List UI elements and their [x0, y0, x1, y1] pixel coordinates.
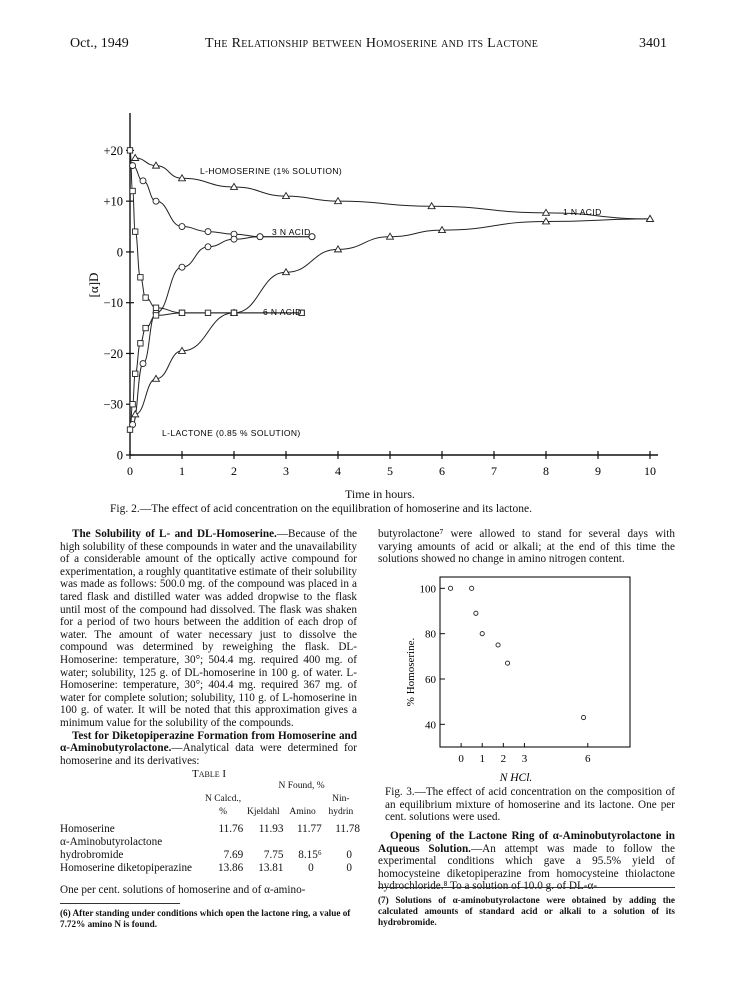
- cell-ninhydrin: 0: [346, 862, 352, 874]
- cell-ninhydrin: 11.78: [335, 823, 360, 835]
- data-point: [470, 586, 474, 590]
- data-point: [474, 611, 478, 615]
- data-point: [505, 661, 509, 665]
- y-tick-label: −20: [103, 346, 123, 361]
- x-tick-label: 2: [500, 753, 507, 765]
- figure-2-axes-frame: [130, 113, 658, 455]
- y-tick-label: 60: [425, 674, 436, 686]
- x-tick-label: 4: [335, 464, 341, 478]
- x-tick-label: 7: [491, 464, 497, 478]
- table-row: [60, 836, 360, 862]
- x-tick-label: 6: [439, 464, 445, 478]
- th-found: N Found, %: [278, 781, 325, 791]
- data-point: [448, 586, 452, 590]
- y-tick-label: 0: [116, 448, 123, 463]
- data-point-circle: [205, 229, 211, 235]
- page-number: 3401: [639, 36, 667, 51]
- series-line: [133, 237, 312, 425]
- cell-kjeldahl: 11.93: [258, 823, 284, 835]
- lactone-text: —An attempt was made to follow the experimental conditions which gave a 95.5% yield of homocysteine diketopiperazine from homocysteine thiolactone hydrochloride.⁸ To a solution of 10.0 g. of DL-α-: [378, 842, 675, 893]
- y-tick-label: 100: [419, 583, 436, 596]
- data-point: [581, 715, 585, 719]
- data-point-square: [153, 313, 158, 318]
- running-header-date: Oct., 1949: [70, 36, 129, 51]
- figure-2-x-axis-label: Time in hours.: [345, 487, 415, 501]
- label-1n-acid: 1 N ACID: [563, 207, 602, 217]
- data-point-square: [133, 229, 138, 234]
- x-tick-label: 1: [479, 753, 485, 765]
- row-name: α-Aminobutyrolactone hydrobromide: [60, 836, 163, 861]
- y-tick-label: +20: [103, 143, 123, 158]
- x-tick-label: 8: [543, 464, 549, 478]
- plot-border: [440, 577, 630, 747]
- data-point-square: [130, 402, 135, 407]
- data-point: [496, 643, 500, 647]
- data-point-circle: [231, 236, 237, 242]
- x-tick-label: 1: [179, 464, 185, 478]
- solubility-text: —Because of the high solubility of these compounds in water and the unavailability of a considerable amount of the optically active compound for experimentation, a roughly quantitative estimate of their solubility was made as follows: 500.0 mg. of the compound was placed in a tared flask and distilled water was added dropwise to the flask until most of the compound had dissolved. The flask was shaken for a period of two hours between the addition of each drop of water. The amount of water necessary just to dissolve the compound was determined by reweighing the flask. DL-Homoserine: temperature, 30°; 504.4 mg. required 400 mg. of water; solubility, 125 g. of DL-homoserine in 100 g. of water. L-Homoserine: temperature, 30°; 404.4 mg. required 367 mg. of water for complete solution; solubility, 110 g. of L-homoserine in 100 g. of water. It will be noted that this approximation gives a minimum value for the solubility of the compounds.: [60, 528, 358, 729]
- row-name: Homoserine diketopiperazine: [60, 862, 193, 874]
- figure-2-chart: [60, 95, 700, 505]
- data-point-square: [138, 275, 143, 280]
- x-tick-label: 6: [585, 753, 591, 765]
- label-lactone: L-LACTONE (0.85 % SOLUTION): [162, 428, 301, 438]
- data-point: [480, 632, 484, 636]
- footnote-6: (6) After standing under conditions which open the lactone ring, a value of 7.72% amino N is found.: [60, 908, 351, 929]
- label-homoserine: L-HOMOSERINE (1% SOLUTION): [200, 166, 343, 176]
- footnote-7: (7) Solutions of α-aminobutyrolactone were obtained by adding the calculated amounts of standard acid or alkali to a solution of its hydrobromide.: [378, 895, 675, 927]
- y-tick-label: +10: [103, 194, 123, 209]
- th-kjeldahl: Kjeldahl: [246, 807, 280, 817]
- footnote-divider: [60, 903, 180, 904]
- data-point-square: [143, 325, 148, 330]
- x-tick-label: 0: [127, 464, 133, 478]
- x-tick-label: 10: [644, 464, 656, 478]
- data-point-square: [153, 305, 158, 310]
- x-tick-label: 5: [387, 464, 393, 478]
- diketopiperazine-heading: Test for Diketopiperazine Formation from Homoserine and α-Aminobutyrolactone.: [60, 729, 357, 755]
- y-tick-label: −30: [103, 397, 123, 412]
- data-point-square: [231, 310, 236, 315]
- figure-2-y-axis-label: [α]D: [86, 272, 101, 298]
- data-point-circle: [205, 244, 211, 250]
- x-tick-label: 3: [521, 753, 528, 765]
- data-point-circle: [140, 361, 146, 367]
- lactone-heading: Opening of the Lactone Ring of α-Aminobutyrolactone in Aqueous Solution.: [378, 830, 675, 855]
- figure-3-x-axis-label: N HCl.: [499, 772, 533, 784]
- table-row: [60, 862, 360, 875]
- x-tick-label: 0: [458, 753, 464, 765]
- cell-amino: 0: [308, 862, 314, 874]
- cell-amino: 8.15⁶: [298, 849, 322, 861]
- data-point-square: [127, 427, 132, 432]
- data-point-triangle: [132, 155, 139, 161]
- data-point-circle: [179, 264, 185, 270]
- table-title: Table I: [192, 768, 227, 780]
- data-point-square: [127, 148, 132, 153]
- series-line: [130, 313, 302, 430]
- data-point-square: [179, 310, 184, 315]
- label-3n-acid: 3 N ACID: [272, 227, 311, 237]
- th-ninhydrin: Nin-hydrin: [328, 794, 354, 817]
- cell-calcd: 13.86: [218, 862, 244, 874]
- y-tick-label: 80: [425, 628, 436, 641]
- data-point-circle: [179, 224, 185, 230]
- x-tick-label: 9: [595, 464, 601, 478]
- data-point-circle: [140, 178, 146, 184]
- diketopiperazine-text: —Analytical data were determined for homoserine and its derivatives:: [60, 742, 357, 767]
- cell-kjeldahl: 13.81: [258, 862, 284, 874]
- figure-2-series: [130, 150, 650, 429]
- figure-3-y-axis-label: % Homoserine.: [405, 637, 417, 707]
- label-6n-acid: 6 N ACID: [263, 307, 302, 317]
- cell-calcd: 11.76: [218, 823, 244, 835]
- data-point-circle: [153, 198, 159, 204]
- series-line: [135, 219, 650, 414]
- data-point-circle: [257, 234, 263, 240]
- solubility-paragraph: [60, 528, 357, 730]
- cell-kjeldahl: 7.75: [263, 849, 284, 861]
- data-point-circle: [130, 163, 136, 169]
- figure-3-points: [448, 586, 585, 719]
- row-name: Homoserine: [60, 823, 115, 835]
- running-header-title: The Relationship between Homoserine and its Lactone: [205, 36, 539, 51]
- left-closing-paragraph: One per cent. solutions of homoserine and of α-amino-: [60, 884, 306, 896]
- x-tick-label: 3: [283, 464, 289, 478]
- figure-3-axes-frame: [440, 577, 630, 747]
- data-point-square: [130, 188, 135, 193]
- solubility-heading: The Solubility of L- and DL-Homoserine.: [72, 528, 277, 540]
- right-opening-paragraph: butyrolactone⁷ were allowed to stand for several days with varying amounts of acid or alkali; at the end of this time the solutions showed no change in amino nitrogen content.: [378, 528, 675, 566]
- figure-2-caption: Fig. 2.—The effect of acid concentration on the equilibration of homoserine and its lactone.: [110, 503, 532, 515]
- cell-ninhydrin: 0: [346, 849, 352, 861]
- figure-3-y-ticks: [420, 583, 446, 731]
- cell-amino: 11.77: [296, 823, 322, 835]
- y-tick-label: −10: [103, 296, 123, 311]
- table-row: [60, 819, 360, 836]
- footnote-divider-right: [378, 887, 675, 888]
- figure-3-caption: Fig. 3.—The effect of acid concentration on the composition of an equilibrium mixture of homoserine and its lactone. One per cent. solutions were used.: [385, 786, 675, 824]
- left-column: [60, 528, 357, 767]
- data-point-square: [133, 371, 138, 376]
- x-tick-label: 2: [231, 464, 237, 478]
- data-point-square: [138, 341, 143, 346]
- right-lactone-paragraph: [378, 830, 675, 893]
- diketopiperazine-paragraph: [60, 730, 357, 768]
- th-amino: Amino: [289, 807, 316, 817]
- data-point-square: [205, 310, 210, 315]
- data-point-square: [143, 295, 148, 300]
- table-1: [60, 780, 360, 875]
- figure-3-chart: [398, 572, 638, 787]
- cell-calcd: 7.69: [223, 849, 244, 861]
- y-tick-label: 0: [116, 245, 123, 260]
- th-calcd: N Calcd., %: [204, 794, 242, 817]
- figure-2-markers: [127, 148, 653, 433]
- y-tick-label: 40: [425, 719, 436, 732]
- figure-3-x-ticks: [458, 743, 591, 765]
